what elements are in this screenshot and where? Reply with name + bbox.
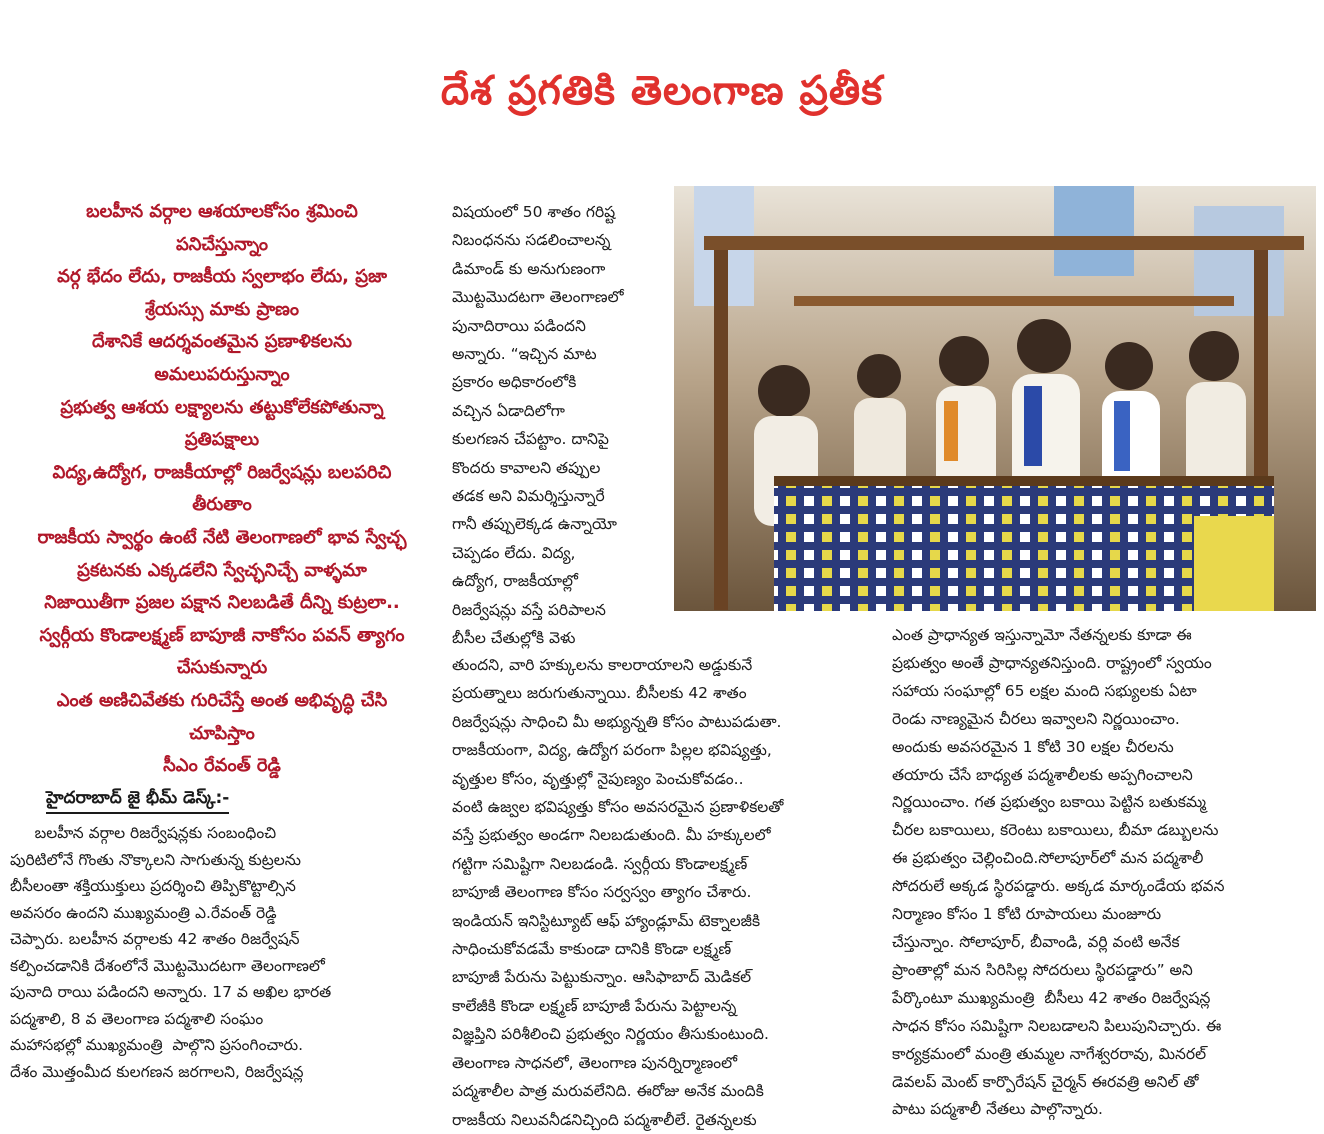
article-line: పద్మశాలీల పాత్ర మరువలేనిది. ఈరోజు అనేక మందికి	[452, 1082, 764, 1101]
article-line: కొందరు కావాలని తప్పుల	[452, 458, 601, 477]
highlight-line: పనిచేస్తున్నాం	[175, 233, 269, 255]
article-line: పద్మశాలి, 8 వ తెలంగాణ పద్మశాలి సంఘం	[10, 1009, 264, 1028]
article-line: రిజర్వేషన్లు సాధించి మీ అభ్యున్నతి కోసం పాటుపడుతా.	[452, 712, 782, 731]
highlight-line: ఎంత అణిచివేతకు గురిచేస్తే అంత అభివృద్ధి చేసి	[56, 689, 388, 711]
photo-illustration	[674, 186, 1316, 611]
article-line: బాపూజీ పేరును పెట్టుకున్నాం. ఆసిఫాబాద్ మెడికల్	[452, 968, 752, 987]
highlight-line: ప్రతిపక్షాలు	[184, 429, 260, 451]
article-line: వస్తే ప్రభుత్వం అండగా నిలబడుతుంది. మీ హక్కులలో	[452, 826, 771, 845]
article-line: ప్రాంతాల్లో మన సిరిసిల్ల సోదరులు స్థిరపడ్డారు” అని	[892, 960, 1193, 979]
dateline: హైదరాబాద్ జై భీమ్ డెస్క్:-	[46, 788, 229, 814]
article-line: బీసీల చేతుల్లోకి వెళు	[452, 629, 576, 648]
article-line: ఉద్యోగ, రాజకీయాల్లో	[452, 572, 578, 591]
article-line: బీసీలంతా శక్తియుక్తులు ప్రదర్శించి తిప్పికొట్టాల్సిన	[10, 877, 296, 895]
article-line: ఇండియన్ ఇనిస్టిట్యూట్ ఆఫ్ హ్యాండ్లూమ్ టెక్నాలజీకి	[452, 911, 761, 930]
highlight-line: వర్గ భేదం లేదు, రాజకీయ స్వలాభం లేదు, ప్రజా	[57, 266, 387, 288]
highlight-line: స్వర్గీయ కొండాలక్ష్మణ్ బాపూజీ నాకోసం పవన్ త్యాగం	[39, 624, 405, 646]
article-line: తడక అని విమర్శిస్తున్నారే	[452, 487, 605, 506]
article-column-left	[10, 820, 430, 1085]
article-line: రెండు నాణ్యమైన చీరలు ఇవ్వాలని నిర్ణయించాం.	[892, 709, 1180, 728]
article-line: మహాసభల్లో ముఖ్యమంత్రి పాల్గొని ప్రసంగించారు.	[10, 1036, 304, 1054]
article-line: నిర్ణయించాం. గత ప్రభుత్వం బకాయి పెట్టిన బతుకమ్మ	[892, 793, 1206, 812]
highlight-line: సీఎం రేవంత్ రెడ్డి	[163, 755, 281, 777]
article-line: కులగణన చేపట్టాం. దానిపై	[452, 430, 609, 449]
highlight-line: అమలుపరుస్తున్నాం	[154, 363, 290, 385]
article-line: నిర్మాణం కోసం 1 కోటి రూపాయలు మంజూరు	[892, 905, 1162, 924]
article-line: ఈ ప్రభుత్వం చెల్లించింది.సోలాపూర్‌లో మన పద్మశాలీ	[892, 849, 1204, 868]
highlight-line: తీరుతాం	[192, 494, 252, 516]
article-line: బాపూజీ తెలంగాణ కోసం సర్వస్వం త్యాగం చేశారు.	[452, 883, 752, 902]
article-line: మొట్టమొదటగా తెలంగాణలో	[452, 288, 624, 307]
article-line: అవసరం ఉందని ముఖ్యమంత్రి ఎ.రేవంత్ రెడ్డి	[10, 903, 277, 922]
article-line: సోదరులే అక్కడ స్థిరపడ్డారు. అక్కడ మార్కండేయ భవన	[892, 877, 1225, 896]
article-line: చెప్పారు. బలహీన వర్గాలకు 42 శాతం రిజర్వేషన్	[10, 930, 300, 948]
article-line: రాజకీయంగా, విద్య, ఉద్యోగ పరంగా పిల్లల భవిష్యత్తు,	[452, 741, 772, 760]
highlight-line: బలహీన వర్గాల ఆశయాలకోసం శ్రమించి	[86, 201, 358, 222]
article-line: దేశం మొత్తంమీద కులగణన జరగాలని, రిజర్వేషన్ల	[10, 1062, 304, 1081]
article-line: గట్టిగా సమిష్టిగా నిలబడండి. స్వర్గీయ కొండాలక్ష్మణ్	[452, 854, 748, 873]
article-line: పురిటిలోనే గొంతు నొక్కాలని సాగుతున్న కుట్రలను	[10, 850, 301, 869]
article-line: ప్రభుత్వం అంతే ప్రాధాన్యతనిస్తుంది. రాష్ట్రంలో స్వయం	[892, 653, 1212, 672]
highlight-line: శ్రేయస్సు మాకు ప్రాణం	[144, 298, 300, 320]
highlight-line: ప్రకటనకు ఎక్కడలేని స్వేచ్ఛనిచ్చే వాళ్ళమా	[77, 559, 367, 581]
article-line: కాలేజీకి కొండా లక్ష్మణ్ బాపూజీ పేరును పెట్టాలన్న	[452, 996, 737, 1015]
article-line: పేర్కొంటూ ముఖ్యమంత్రి బీసీలు 42 శాతం రిజర్వేషన్ల	[892, 988, 1211, 1007]
article-line: తయారు చేసే బాధ్యత పద్మశాలీలకు అప్పగించాలని	[892, 765, 1193, 784]
article-line: రిజర్వేషన్లు వస్తే పరిపాలన	[452, 600, 606, 619]
article-line: డెవలప్ మెంట్ కార్పొరేషన్ చైర్మన్ ఈరవత్రి అనిల్ తో	[892, 1072, 1199, 1091]
article-line: రాజకీయ నిలువనీడనిచ్చింది పద్మశాలీలే. రైతన్నలకు	[452, 1110, 757, 1129]
article-line: బలహీన వర్గాల రిజర్వేషన్లకు సంబంధించి	[10, 824, 277, 842]
highlight-line: నిజాయితీగా ప్రజల పక్షాన నిలబడితే దీన్ని కుట్రలా..	[44, 592, 400, 614]
article-line: వచ్చిన ఏడాదిలోగా	[452, 401, 565, 420]
article-line: గానీ తప్పులెక్కడ ఉన్నాయో	[452, 515, 617, 534]
article-line: చెప్పడం లేదు. విద్య,	[452, 543, 576, 562]
article-line: డిమాండ్ కు అనుగుణంగా	[452, 259, 606, 278]
article-line: విజ్ఞప్తిని పరిశీలించి ప్రభుత్వం నిర్ణయం తీసుకుంటుంది.	[452, 1025, 769, 1044]
article-line: సాధించుకోవడమే కాకుండా దానికి కొండా లక్ష్మణ్	[452, 940, 732, 959]
article-line: నిబంధనను సడలించాలన్న	[452, 231, 611, 250]
highlight-line: చూపిస్తాం	[189, 722, 255, 744]
article-column-right	[892, 622, 1317, 1124]
article-line: సహాయ సంఘాల్లో 65 లక్షల మంది సభ్యులకు ఏటా	[892, 681, 1197, 700]
article-line: పాటు పద్మశాలీ నేతలు పాల్గొన్నారు.	[892, 1100, 1103, 1119]
article-line: ఎంత ప్రాధాన్యత ఇస్తున్నామో నేతన్నలకు కూడా ఈ	[892, 626, 1192, 644]
page-headline: దేశ ప్రగతికి తెలంగాణ ప్రతీక	[440, 68, 884, 114]
article-line: వృత్తుల కోసం, వృత్తుల్లో నైపుణ్యం పెంచుకోవడం..	[452, 769, 744, 788]
article-column-middle-top	[452, 198, 670, 653]
article-line: ప్రకారం అధికారంలోకి	[452, 373, 577, 392]
article-line: విషయంలో 50 శాతం గరిష్ట	[452, 203, 616, 221]
highlight-line: విద్య,ఉద్యోగ, రాజకీయాల్లో రిజర్వేషన్లు బలపరిచి	[52, 461, 392, 483]
article-line: అన్నారు. “ఇచ్చిన మాట	[452, 345, 597, 364]
article-line: సాధన కోసం సమిష్టిగా నిలబడాలని పిలుపునిచ్చారు. ఈ	[892, 1016, 1222, 1035]
article-line: చీరల బకాయిలు, కరెంటు బకాయిలు, బీమా డబ్బులను	[892, 821, 1219, 840]
highlight-line: దేశానికే ఆదర్శవంతమైన ప్రణాళికలను	[92, 331, 352, 353]
article-line: పునాది రాయి పడిందని అన్నారు. 17 వ అఖిల భారత	[10, 983, 332, 1001]
article-line: కార్యక్రమంలో మంత్రి తుమ్మల నాగేశ్వరరావు, మినరల్	[892, 1044, 1207, 1063]
highlight-line: ప్రభుత్వ ఆశయ లక్ష్యాలను తట్టుకోలేకపోతున్నా	[60, 396, 384, 418]
highlight-line: రాజకీయ స్వార్థం ఉంటే నేటి తెలంగాణలో భావ స్వేచ్ఛ	[37, 526, 407, 548]
article-line: తుందని, వారి హక్కులను కాలరాయాలని అడ్డుకునే	[452, 656, 753, 674]
article-line: చేస్తున్నాం. సోలాపూర్, బీవాండి, వర్లి వంటి అనేక	[892, 932, 1180, 951]
article-column-middle-bottom	[452, 651, 877, 1134]
article-line: అందుకు అవసరమైన 1 కోటి 30 లక్షల చీరలను	[892, 737, 1174, 756]
highlight-line: చేసుకున్నారు	[176, 657, 268, 679]
article-line: కల్పించడానికి దేశంలోనే మొట్టమొదటగా తెలంగాణలో	[10, 956, 325, 975]
highlights-box	[22, 196, 422, 783]
article-line: తెలంగాణ సాధనలో, తెలంగాణ పునర్నిర్మాణంలో	[452, 1053, 738, 1072]
article-line: వంటి ఉజ్వల భవిష్యత్తు కోసం అవసరమైన ప్రణాళికలతో	[452, 798, 784, 817]
news-photo	[674, 186, 1316, 611]
article-line: పునాదిరాయి పడిందని	[452, 316, 586, 335]
article-line: ప్రయత్నాలు జరుగుతున్నాయి. బీసీలకు 42 శాతం	[452, 684, 747, 703]
